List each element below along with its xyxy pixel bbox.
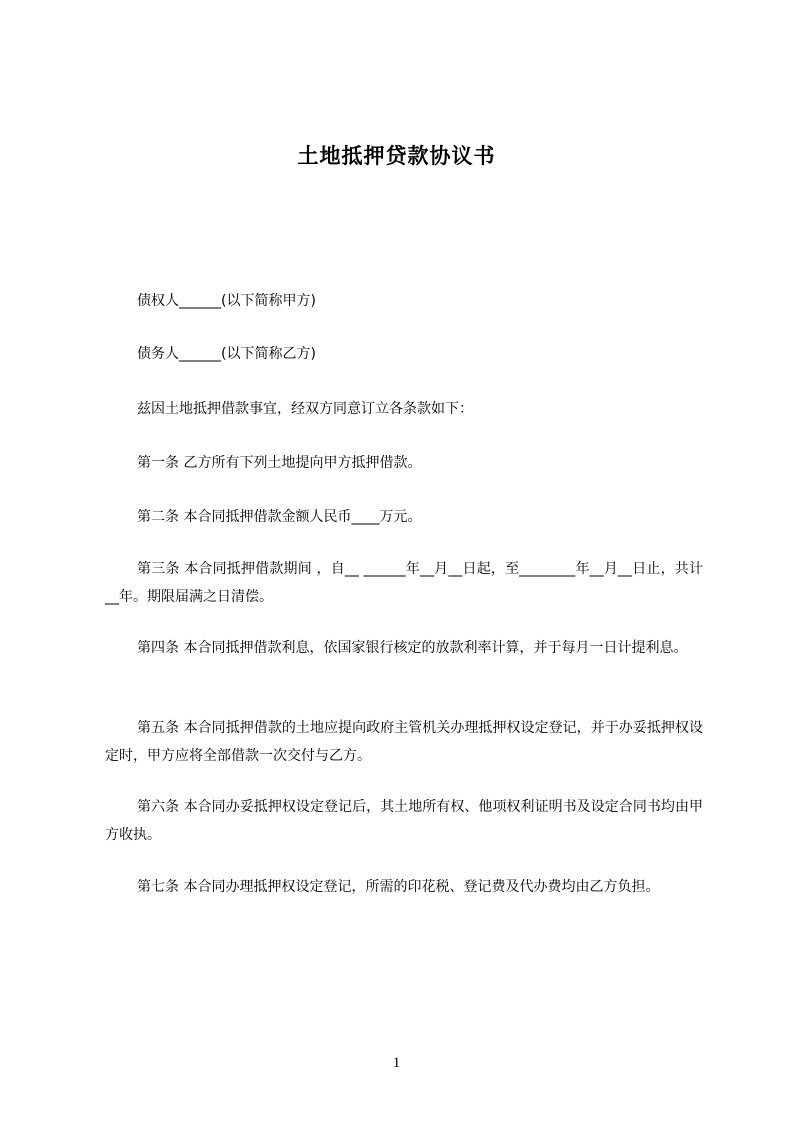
preamble: 兹因土地抵押借款事宜，经双方同意订立各条款如下： <box>137 401 473 417</box>
article-4: 第四条 本合同抵押借款利息，依国家银行核定的放款利率计算，并于每月一日计提利息。 <box>137 640 688 656</box>
article-7: 第七条 本合同办理抵押权设定登记，所需的印花税、登记费及代办费均由乙方负担。 <box>137 879 660 895</box>
article-1: 第一条 乙方所有下列土地提向甲方抵押借款。 <box>137 455 422 471</box>
article-2: 第二条 本合同抵押借款金额人民币____万元。 <box>137 509 422 525</box>
article-3: 第三条 本合同抵押借款期间 ，自__ ______年__月__日起，至________年__月__日止，共计__年。期限届满之日清偿。 <box>105 561 703 605</box>
article-5: 第五条 本合同抵押借款的土地应提向政府主管机关办理抵押权设定登记，并于办妥抵押权设定时，甲方应将全部借款一次交付与乙方。 <box>105 720 703 764</box>
creditor-line: 债权人______(以下简称甲方) <box>137 293 316 309</box>
debtor-line: 债务人______(以下简称乙方) <box>137 346 316 362</box>
page-number: 1 <box>392 1055 401 1071</box>
article-6: 第六条 本合同办妥抵押权设定登记后，其土地所有权、他项权利证明书及设定合同书均由甲方收执。 <box>105 799 703 843</box>
document-title: 土地抵押贷款协议书 <box>297 144 496 168</box>
